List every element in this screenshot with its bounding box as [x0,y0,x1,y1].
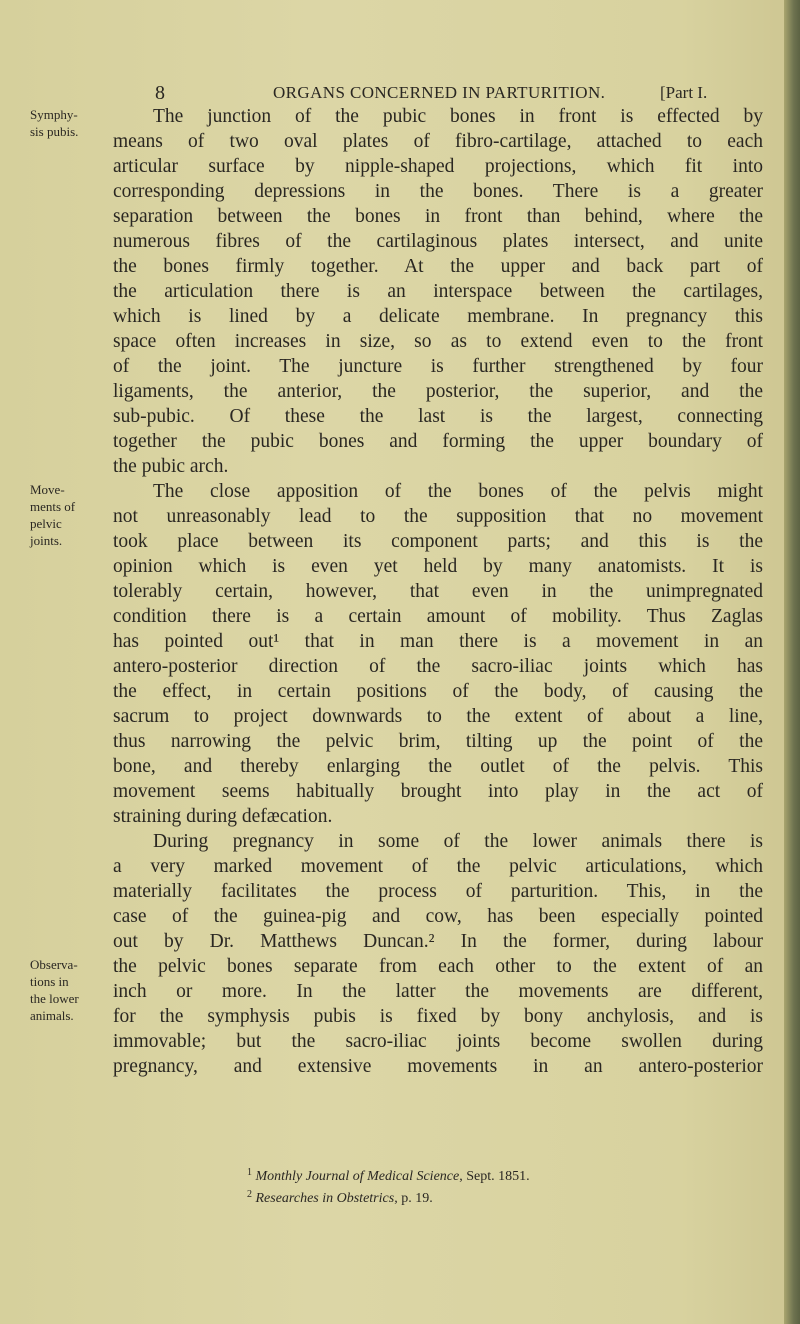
text-line: for the symphysis pubis is fixed by bony anchylosis, and is [113,1006,763,1027]
side-note-line: ments of [30,499,76,514]
text-line: together the pubic bones and forming the upper boundary of [113,431,763,452]
header-part: [Part I. [660,83,708,102]
text-line: the articulation there is an interspace between the cartilages, [113,281,763,302]
side-note-line: the lower [30,991,79,1006]
side-note-movements [30,481,108,549]
text-line: not unreasonably lead to the supposition that no movement [113,506,763,527]
text-line: has pointed out¹ that in man there is a movement in an [113,631,763,652]
text-line: means of two oval plates of fibro-cartilage, attached to each [113,131,763,152]
side-note-line: sis pubis. [30,124,79,139]
text-line: condition there is a certain amount of mobility. Thus Zaglas [113,606,763,627]
text-line: the pubic arch. [113,456,229,477]
text-line: which is lined by a delicate membrane. In pregnancy this [113,306,763,327]
footnote-mark: 2 [247,1189,252,1200]
side-note-line: tions in [30,974,69,989]
footnote-2 [247,1189,433,1209]
footnote-mark: 1 [247,1167,252,1178]
text-line: pregnancy, and extensive movements in an antero-posterior [113,1056,763,1077]
text-line: ligaments, the anterior, the posterior, the superior, and the [113,381,763,402]
side-note-line: pelvic [30,516,62,531]
footnote-detail: , Sept. 1851. [459,1169,530,1184]
text-line: opinion which is even yet held by many anatomists. It is [113,556,763,577]
side-note-line: joints. [30,533,63,548]
text-line: immovable; but the sacro-iliac joints become swollen during [113,1031,763,1052]
text-line: bone, and thereby enlarging the outlet of the pelvis. This [113,756,763,777]
text-line: materially facilitates the process of parturition. This, in the [113,881,763,902]
text-line: inch or more. In the latter the movements are different, [113,981,763,1002]
text-line: the pelvic bones separate from each other to the extent of an [113,956,763,977]
text-line: separation between the bones in front than behind, where the [113,206,763,227]
footnote-detail: , p. 19. [394,1191,433,1206]
side-note-line: animals. [30,1008,74,1023]
running-header [0,82,800,106]
footnote-title: Monthly Journal of Medical Science [255,1169,460,1184]
book-binding-edge [784,0,800,1324]
side-note-line: Symphy- [30,107,78,122]
text-line: a very marked movement of the pelvic articulations, which [113,856,763,877]
text-line: articular surface by nipple-shaped projections, which fit into [113,156,763,177]
text-line: took place between its component parts; and this is the [113,531,763,552]
text-line: space often increases in size, so as to extend even to the front [113,331,763,352]
text-line: movement seems habitually brought into play in the act of [113,781,763,802]
side-note-line: Observa- [30,957,78,972]
text-line: sub-pubic. Of these the last is the largest, connecting [113,406,763,427]
text-line: corresponding depressions in the bones. There is a greater [113,181,763,202]
text-line: the effect, in certain positions of the body, of causing the [113,681,763,702]
body-text [113,104,763,1079]
text-line: During pregnancy in some of the lower animals there is [153,831,763,852]
text-line: The junction of the pubic bones in front is effected by [153,106,763,127]
text-line: numerous fibres of the cartilaginous plates intersect, and unite [113,231,763,252]
text-line: sacrum to project downwards to the extent of about a line, [113,706,763,727]
text-line: The close apposition of the bones of the pelvis might [153,481,763,502]
text-line: case of the guinea-pig and cow, has been especially pointed [113,906,763,927]
side-note-symphysis [30,106,108,140]
text-line: the bones firmly together. At the upper and back part of [113,256,763,277]
side-note-observations [30,956,108,1024]
text-line: of the joint. The juncture is further strengthened by four [113,356,763,377]
footnote-title: Researches in Obstetrics [255,1191,395,1206]
header-title: ORGANS CONCERNED IN PARTURITION. [273,83,606,102]
page-number: 8 [155,82,165,104]
text-line: out by Dr. Matthews Duncan.² In the former, during labour [113,931,763,952]
text-line: thus narrowing the pelvic brim, tilting up the point of the [113,731,763,752]
footnote-1 [247,1167,530,1187]
side-note-line: Move- [30,482,65,497]
text-line: tolerably certain, however, that even in the unimpregnated [113,581,763,602]
text-line: antero-posterior direction of the sacro-iliac joints which has [113,656,763,677]
text-line: straining during defæcation. [113,806,333,827]
